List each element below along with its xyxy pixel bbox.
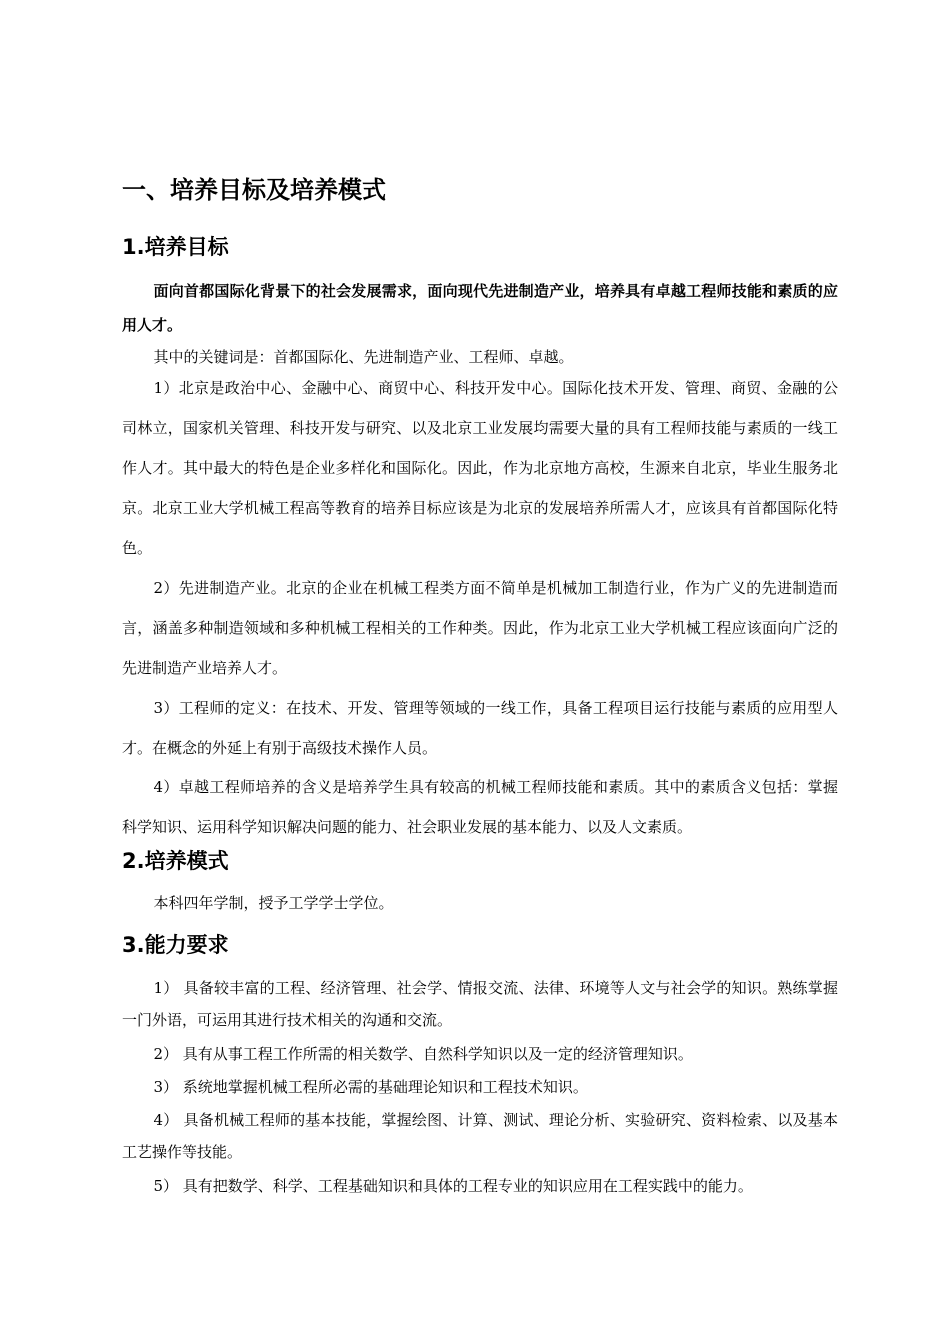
chapter-heading: 一、培养目标及培养模式 <box>122 176 386 204</box>
section-heading-ability-requirements: 3.能力要求 <box>122 933 229 957</box>
ability-item-2: 2） 具有从事工程工作所需的相关数学、自然科学知识以及一定的经济管理知识。 <box>153 1045 693 1063</box>
paragraph-beijing: 1）北京是政治中心、金融中心、商贸中心、科技开发中心。国际化技术开发、管理、商贸、金融的公司林立，国家机关管理、科技开发与研究、以及北京工业发展均需要大量的具有工程师技能与素质的一线工作人才。其中最大的特色是企业多样化和国际化。因此，作为北京地方高校，生源来自北京，毕业生服务北京。北京工业大学机械工程高等教育的培养目标应该是为北京的发展培养所需人才，应该具有首都国际化特色。 <box>122 379 838 557</box>
paragraph-advanced-manufacturing: 2）先进制造产业。北京的企业在机械工程类方面不简单是机械加工制造行业，作为广义的先进制造而言，涵盖多种制造领域和多种机械工程相关的工作种类。因此，作为北京工业大学机械工程应该面向广泛的先进制造产业培养人才。 <box>122 579 838 677</box>
ability-item-4: 4） 具备机械工程师的基本技能，掌握绘图、计算、测试、理论分析、实验研究、资料检索、以及基本工艺操作等技能。 <box>122 1111 838 1161</box>
goal-statement: 面向首都国际化背景下的社会发展需求，面向现代先进制造产业，培养具有卓越工程师技能和素质的应用人才。 <box>122 282 838 334</box>
training-mode-text: 本科四年学制，授予工学学士学位。 <box>153 894 394 912</box>
keywords-paragraph: 其中的关键词是：首都国际化、先进制造产业、工程师、卓越。 <box>153 348 574 366</box>
paragraph-engineer-definition: 3）工程师的定义：在技术、开发、管理等领域的一线工作，具备工程项目运行技能与素质的应用型人才。在概念的外延上有别于高级技术操作人员。 <box>122 699 838 757</box>
ability-item-3: 3） 系统地掌握机械工程所必需的基础理论知识和工程技术知识。 <box>153 1078 588 1096</box>
section-heading-training-goal: 1.培养目标 <box>122 235 229 259</box>
paragraph-excellent-engineer: 4）卓越工程师培养的含义是培养学生具有较高的机械工程师技能和素质。其中的素质含义包括：掌握科学知识、运用科学知识解决问题的能力、社会职业发展的基本能力、以及人文素质。 <box>122 778 838 836</box>
ability-item-1: 1） 具备较丰富的工程、经济管理、社会学、情报交流、法律、环境等人文与社会学的知识。熟练掌握一门外语，可运用其进行技术相关的沟通和交流。 <box>122 979 838 1029</box>
ability-item-5: 5） 具有把数学、科学、工程基础知识和具体的工程专业的知识应用在工程实践中的能力。 <box>153 1177 753 1195</box>
section-heading-training-mode: 2.培养模式 <box>122 849 229 873</box>
